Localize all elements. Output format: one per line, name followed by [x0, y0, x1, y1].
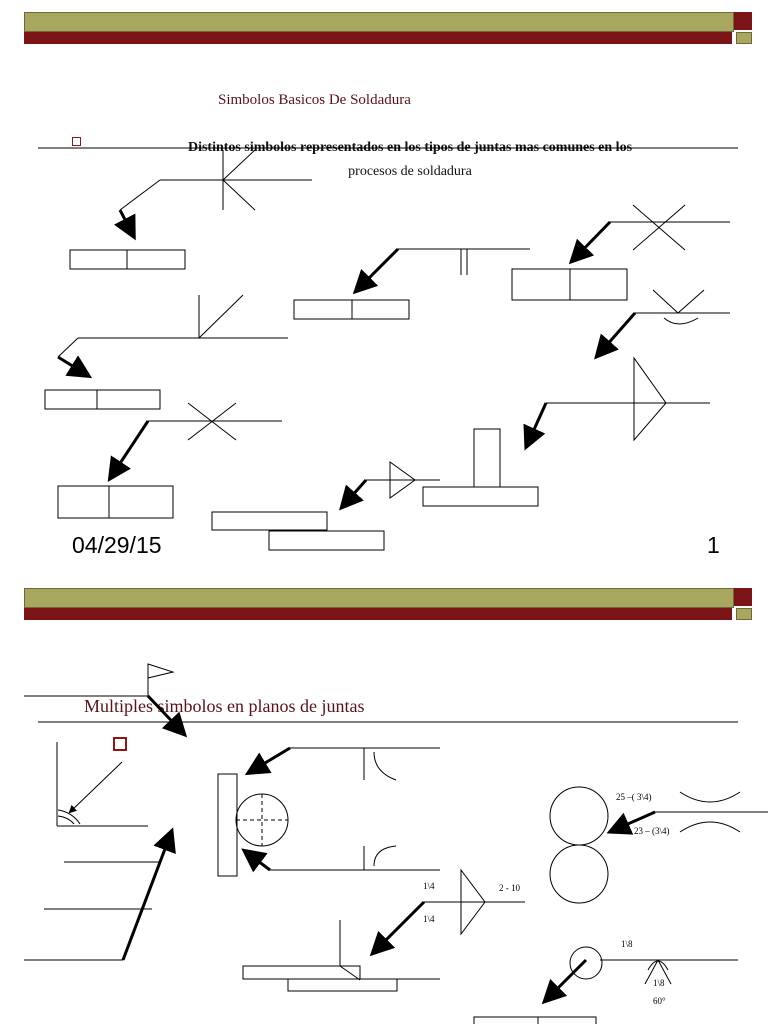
flag-arrow	[148, 696, 183, 733]
corner-joint	[57, 742, 148, 826]
groove-angle-label: 60°	[653, 996, 666, 1006]
subtitle-line-1: Distintos simbolos representados en los tipos de juntas mas comunes en los	[187, 140, 633, 155]
dim-label-bottom: 23 – (3\4)	[634, 826, 670, 836]
subtitle-line-2: procesos de soldadura	[348, 164, 472, 179]
groove-label-top: 1\8	[621, 939, 633, 949]
plate-with-circle	[218, 748, 440, 876]
slide-title: Simbolos Basicos De Soldadura	[218, 92, 411, 108]
groove-label-bottom: 1\8	[653, 978, 665, 988]
slide-date: 04/29/15	[72, 532, 162, 558]
groove-weld-symbol	[474, 947, 738, 1024]
weld-symbols-diagram-2	[0, 584, 768, 1024]
fillet-length-label: 2 - 10	[499, 883, 520, 893]
weld-symbol-3	[512, 205, 730, 300]
slide-2	[0, 584, 768, 1024]
left-reference-lines	[24, 833, 171, 960]
field-weld-flag	[148, 664, 173, 696]
fillet-label-top: 1\4	[423, 881, 435, 891]
weld-symbol-2	[294, 249, 530, 319]
weld-symbol-1	[70, 150, 312, 269]
double-circle-symbol	[550, 787, 768, 903]
t-joint-plates	[243, 920, 440, 991]
slide-page-number: 1	[707, 532, 720, 558]
dim-label-top: 25 –( 3\4)	[616, 792, 652, 802]
fillet-label-bottom: 1\4	[423, 914, 435, 924]
slide-title: Multiples simbolos en planos de juntas	[84, 696, 365, 716]
weld-symbol-6	[58, 403, 282, 518]
weld-symbol-8	[212, 462, 440, 550]
weld-symbol-7	[423, 358, 710, 506]
weld-symbol-4	[45, 295, 288, 409]
